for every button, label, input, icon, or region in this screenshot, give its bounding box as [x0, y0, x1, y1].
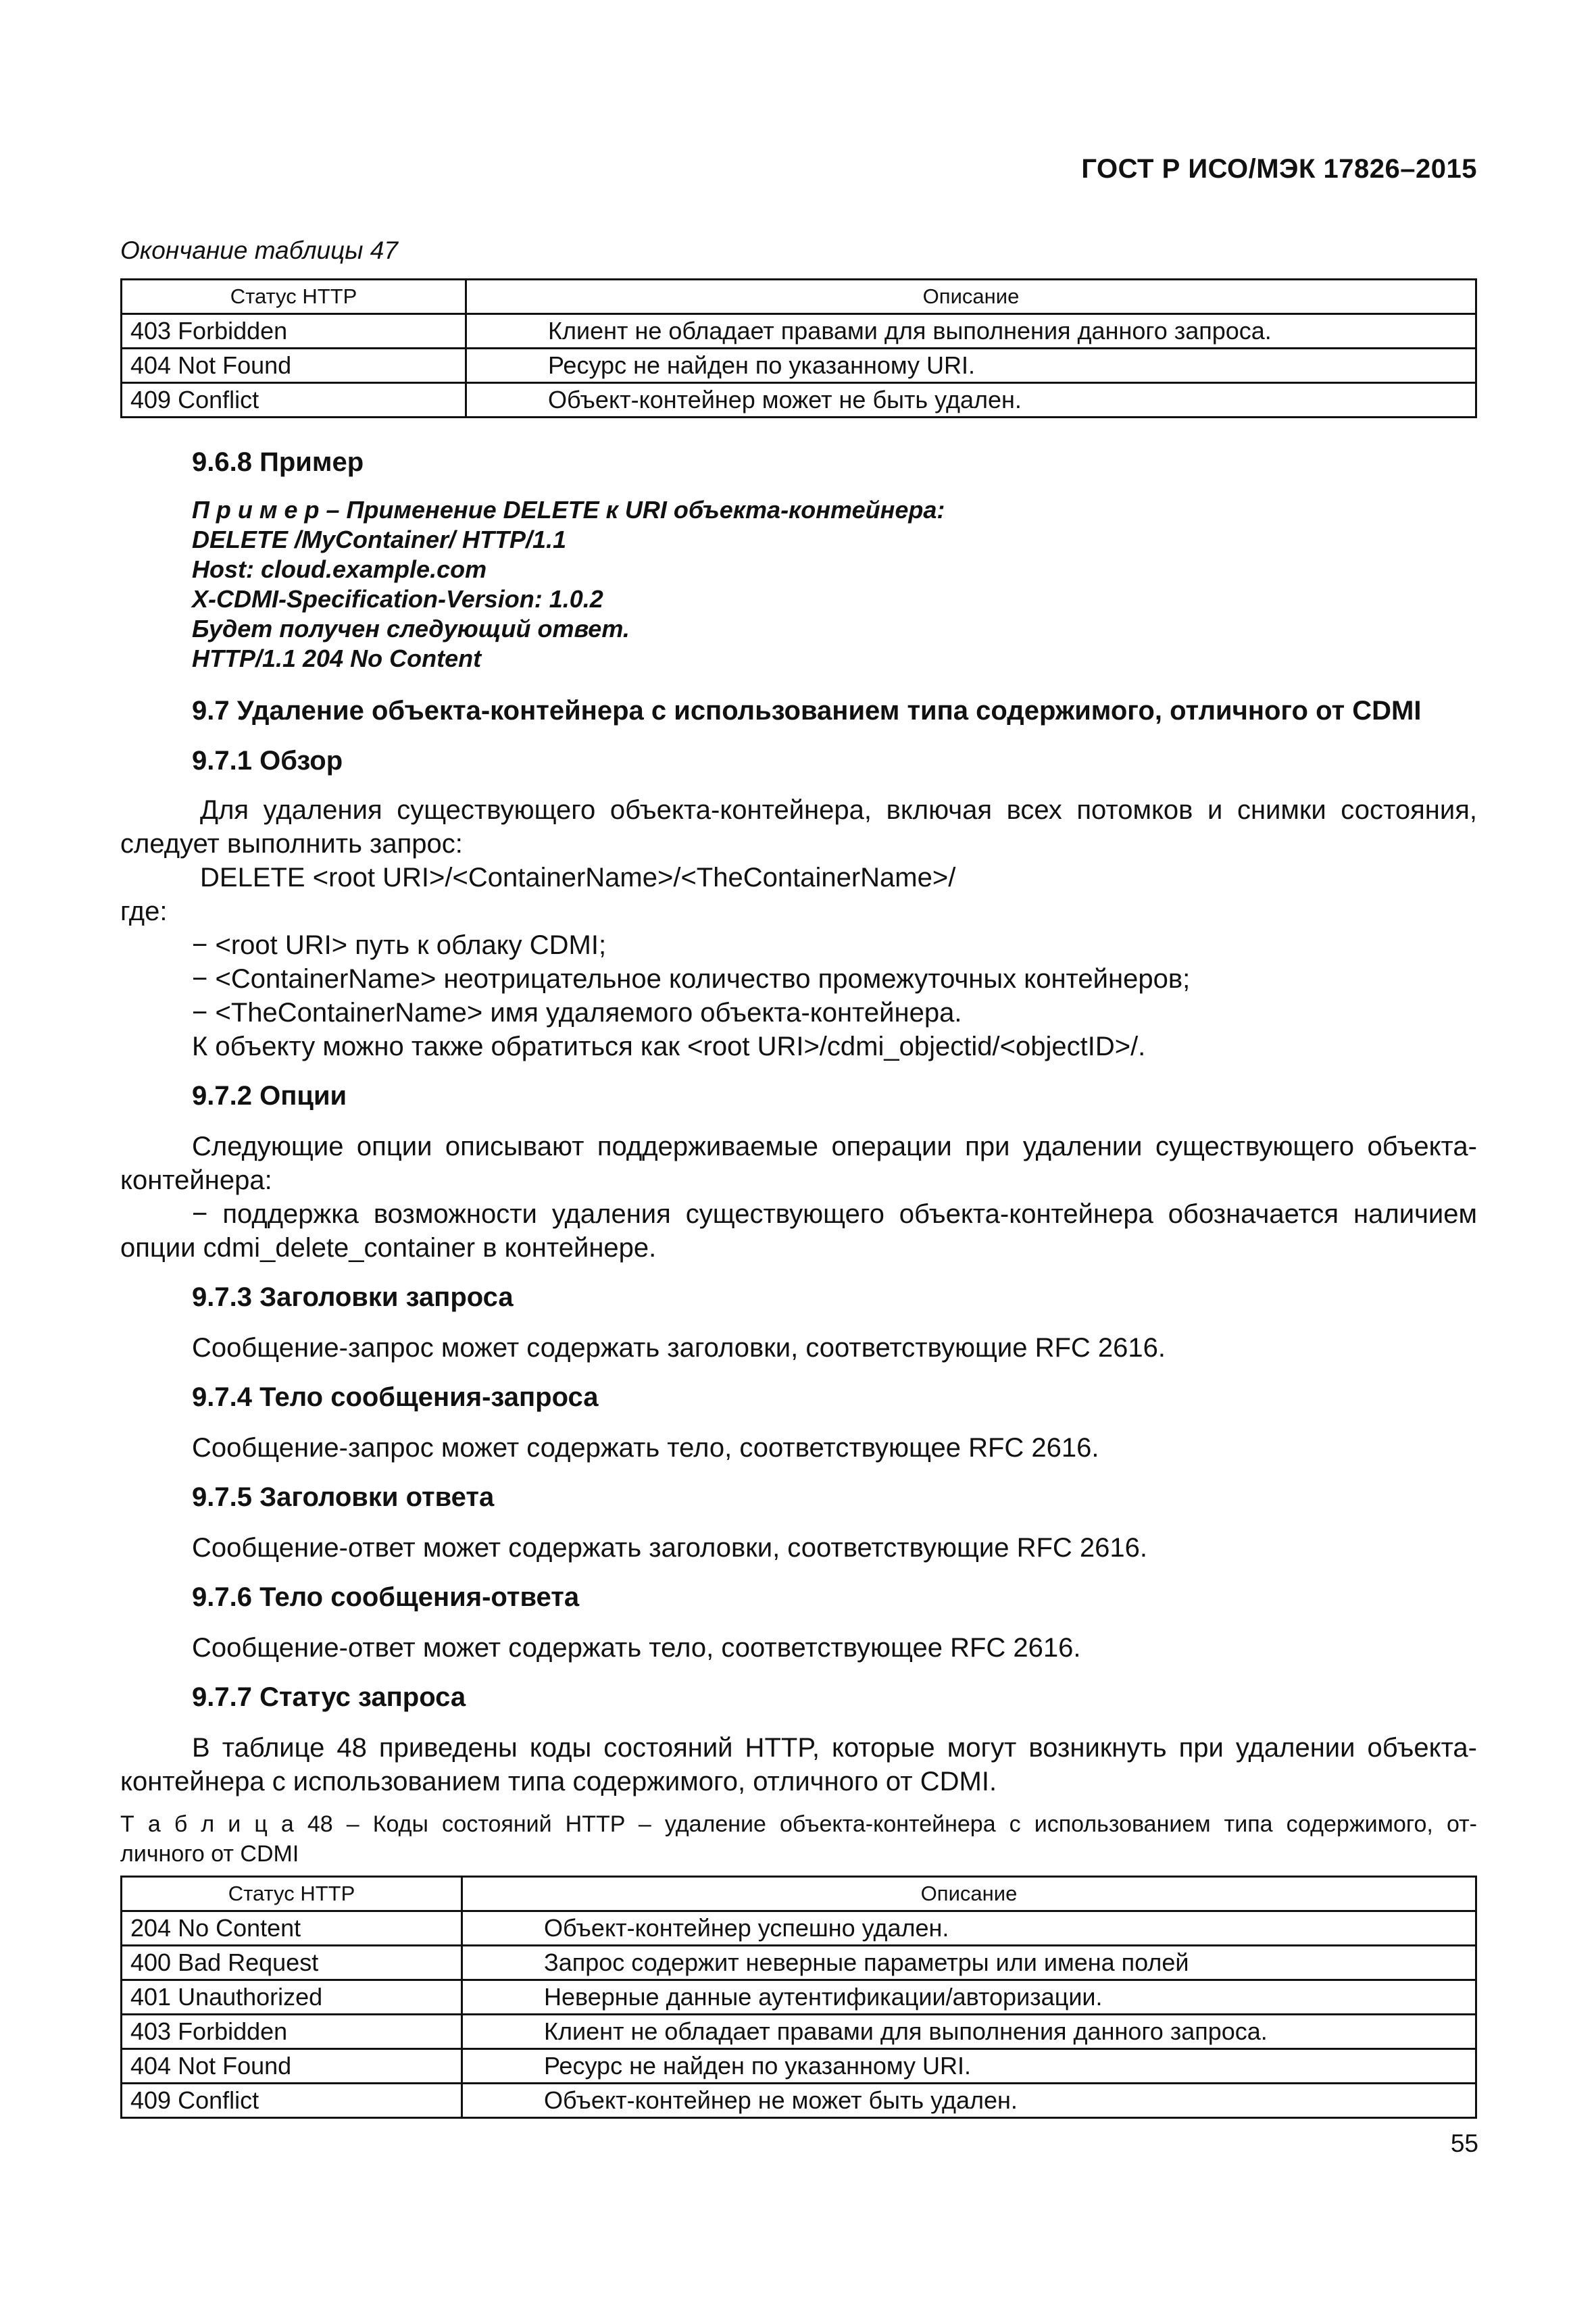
status-cell: 409 Conflict: [122, 383, 466, 418]
table-48-caption: Т а б л и ц а 48 – Коды состояний HTTP – удаление объекта-контейнера с использованием типа содержимого, от-: [120, 1811, 1477, 1837]
section-heading-9-7-5: 9.7.5 Заголовки ответа: [192, 1482, 495, 1512]
request-line: DELETE <root URI>/<ContainerName>/<TheContainerName>/: [200, 863, 956, 892]
page-number: 55: [1450, 2130, 1478, 2157]
paragraph-line: следует выполнить запрос:: [120, 829, 463, 859]
list-item: − поддержка возможности удаления существующего объекта-контейнера обозначается наличием: [192, 1199, 1477, 1229]
status-cell: 409 Conflict: [122, 2084, 462, 2118]
table-48: [120, 1876, 1477, 2119]
table-47-caption: Окончание таблицы 47: [120, 236, 398, 264]
example-line: П р и м е р – Применение DELETE к URI объекта-контейнера:: [192, 496, 945, 524]
section-heading-9-7: 9.7 Удаление объекта-контейнера с использованием типа содержимого, отличного от CDMI: [192, 696, 1422, 726]
table-row: [122, 383, 1476, 418]
status-cell: 401 Unauthorized: [122, 1980, 462, 2015]
paragraph-line: контейнера:: [120, 1165, 272, 1195]
status-cell: 403 Forbidden: [122, 314, 466, 349]
table-48-caption-continuation: личного от CDMI: [120, 1841, 299, 1867]
list-item: − <root URI> путь к облаку CDMI;: [192, 930, 607, 960]
description-cell: Объект-контейнер успешно удален.: [462, 1911, 1476, 1946]
paragraph-line: В таблице 48 приведены коды состояний HTTP, которые могут возникнуть при удалении объекта-: [192, 1733, 1477, 1763]
column-header-status: Статус HTTP: [122, 280, 466, 314]
list-item: − <ContainerName> неотрицательное количество промежуточных контейнеров;: [192, 964, 1191, 994]
table-row: [122, 2049, 1476, 2084]
section-heading-9-7-1: 9.7.1 Обзор: [192, 746, 343, 776]
example-line: Будет получен следующий ответ.: [192, 615, 630, 643]
example-line: Host: cloud.example.com: [192, 555, 487, 583]
paragraph-line: Сообщение-ответ может содержать тело, соответствующее RFC 2616.: [192, 1633, 1081, 1663]
table-row: [122, 349, 1476, 383]
where-label: где:: [120, 897, 168, 926]
column-header-description: Описание: [466, 280, 1476, 314]
table-row: [122, 2015, 1476, 2049]
paragraph-line: Сообщение-запрос может содержать тело, соответствующее RFC 2616.: [192, 1433, 1099, 1463]
column-header-description: Описание: [462, 1877, 1476, 1911]
description-cell: Ресурс не найден по указанному URI.: [466, 349, 1476, 383]
status-cell: 400 Bad Request: [122, 1946, 462, 1980]
paragraph-line: Для удаления существующего объекта-контейнера, включая всех потомков и снимки состояния,: [200, 795, 1477, 825]
status-cell: 404 Not Found: [122, 2049, 462, 2084]
table-row: [122, 314, 1476, 349]
description-cell: Объект-контейнер может не быть удален.: [466, 383, 1476, 418]
section-heading-9-7-3: 9.7.3 Заголовки запроса: [192, 1282, 514, 1312]
table-header-row: [122, 280, 1476, 314]
section-heading-9-7-2: 9.7.2 Опции: [192, 1081, 347, 1111]
paragraph-line: Следующие опции описывают поддерживаемые операции при удалении существующего объекта-: [192, 1132, 1477, 1161]
table-row: [122, 2084, 1476, 2118]
status-cell: 204 No Content: [122, 1911, 462, 1946]
section-heading-9-7-6: 9.7.6 Тело сообщения-ответа: [192, 1582, 580, 1612]
table-header-row: [122, 1877, 1476, 1911]
paragraph-line: К объекту можно также обратиться как <root URI>/cdmi_objectid/<objectID>/.: [192, 1032, 1146, 1061]
status-cell: 404 Not Found: [122, 349, 466, 383]
status-cell: 403 Forbidden: [122, 2015, 462, 2049]
description-cell: Запрос содержит неверные параметры или имена полей: [462, 1946, 1476, 1980]
description-cell: Клиент не обладает правами для выполнения данного запроса.: [466, 314, 1476, 349]
list-item-continuation: опции cdmi_delete_container в контейнере.: [120, 1233, 657, 1263]
table-row: [122, 1980, 1476, 2015]
paragraph-line: Сообщение-ответ может содержать заголовки, соответствующие RFC 2616.: [192, 1533, 1148, 1563]
document-header-id: ГОСТ Р ИСО/МЭК 17826–2015: [1081, 154, 1477, 184]
table-row: [122, 1911, 1476, 1946]
description-cell: Ресурс не найден по указанному URI.: [462, 2049, 1476, 2084]
example-line: DELETE /MyContainer/ HTTP/1.1: [192, 526, 567, 553]
section-heading-9-7-7: 9.7.7 Статус запроса: [192, 1682, 466, 1712]
example-line: HTTP/1.1 204 No Content: [192, 645, 482, 672]
paragraph-line: контейнера с использованием типа содержимого, отличного от CDMI.: [120, 1767, 997, 1796]
description-cell: Объект-контейнер не может быть удален.: [462, 2084, 1476, 2118]
description-cell: Неверные данные аутентификации/авторизации.: [462, 1980, 1476, 2015]
description-cell: Клиент не обладает правами для выполнения данного запроса.: [462, 2015, 1476, 2049]
column-header-status: Статус HTTP: [122, 1877, 462, 1911]
example-line: X-CDMI-Specification-Version: 1.0.2: [192, 585, 603, 613]
table-row: [122, 1946, 1476, 1980]
section-heading-9-6-8: 9.6.8 Пример: [192, 447, 364, 477]
paragraph-line: Сообщение-запрос может содержать заголовки, соответствующие RFC 2616.: [192, 1333, 1166, 1363]
table-47: [120, 278, 1477, 418]
list-item: − <TheContainerName> имя удаляемого объекта-контейнера.: [192, 998, 962, 1028]
section-heading-9-7-4: 9.7.4 Тело сообщения-запроса: [192, 1382, 599, 1412]
